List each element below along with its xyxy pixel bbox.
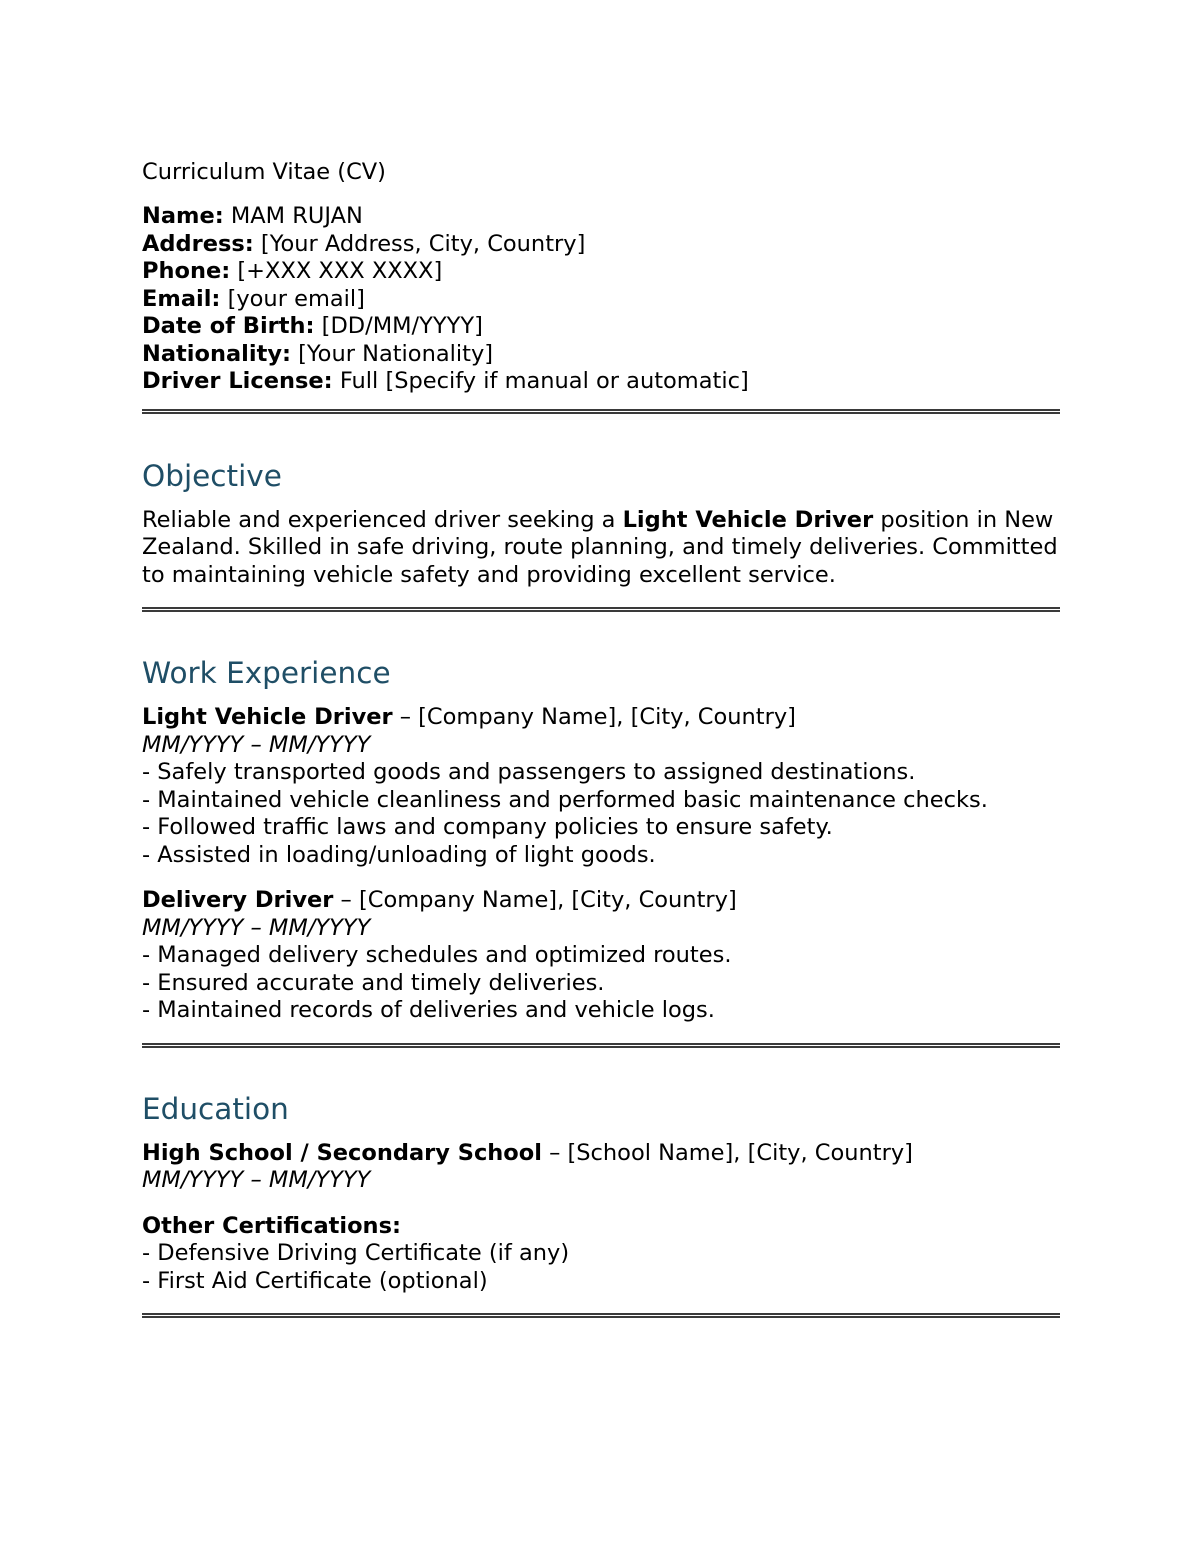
section-divider <box>142 1313 1060 1318</box>
contact-phone <box>142 258 1060 286</box>
job-title-line <box>142 887 1060 915</box>
section-divider <box>142 409 1060 414</box>
job-employer: – [Company Name], [City, Country] <box>392 704 796 730</box>
education-entry <box>142 1140 1060 1195</box>
job-duty: - Maintained records of deliveries and vehicle logs. <box>142 997 715 1023</box>
contact-block <box>142 203 1060 396</box>
job-entry <box>142 887 1060 1025</box>
contact-name <box>142 203 1060 231</box>
contact-value: [Your Nationality] <box>291 340 494 367</box>
certifications-title: Other Certifications: <box>142 1212 401 1239</box>
contact-label: Email: <box>142 285 221 312</box>
job-duty: - Assisted in loading/unloading of light goods. <box>142 841 656 868</box>
objective-text-end: position in New Zealand. Skilled in safe driving, route planning, and timely deliveries. Committed to maintaining vehicle safety and providing excellent service. <box>142 506 1058 588</box>
contact-value: [your email] <box>220 285 365 312</box>
section-divider <box>142 1043 1060 1048</box>
job-duty: - Safely transported goods and passengers to assigned destinations. <box>142 759 916 785</box>
job-duty: - Followed traffic laws and company policies to ensure safety. <box>142 814 833 840</box>
contact-value: Full [Specify if manual or automatic] <box>332 368 749 394</box>
objective-heading: Objective <box>142 458 282 493</box>
contact-label: Date of Birth: <box>142 313 315 339</box>
contact-dob <box>142 313 1060 341</box>
school-title: High School / Secondary School <box>142 1139 542 1166</box>
school-line <box>142 1140 1060 1168</box>
objective-text-start: Reliable and experienced driver seeking a <box>142 506 623 533</box>
contact-driver-license <box>142 368 1060 396</box>
work-experience-heading: Work Experience <box>142 656 391 690</box>
school-dates: MM/YYYY – MM/YYYY <box>142 1167 371 1193</box>
job-duty: - Ensured accurate and timely deliveries. <box>142 969 605 996</box>
certification-item: - First Aid Certificate (optional) <box>142 1267 488 1294</box>
objective-highlight: Light Vehicle Driver <box>622 506 874 533</box>
job-title-line <box>142 704 1060 732</box>
contact-value: MAM RUJAN <box>223 203 363 229</box>
job-entry <box>142 704 1060 869</box>
contact-value: [DD/MM/YYYY] <box>314 313 483 339</box>
education-heading: Education <box>142 1091 289 1126</box>
contact-nationality <box>142 341 1060 369</box>
job-dates: MM/YYYY – MM/YYYY <box>142 914 371 941</box>
contact-label: Address: <box>142 230 254 257</box>
objective-text <box>142 507 1060 590</box>
job-title: Delivery Driver <box>142 887 334 913</box>
section-divider <box>142 607 1060 612</box>
contact-label: Phone: <box>142 258 231 284</box>
job-title: Light Vehicle Driver <box>142 704 393 730</box>
cv-page <box>142 158 1060 1318</box>
job-employer: – [Company Name], [City, Country] <box>333 887 737 913</box>
contact-email <box>142 286 1060 314</box>
contact-address <box>142 231 1060 259</box>
contact-label: Nationality: <box>142 340 291 367</box>
contact-value: [Your Address, City, Country] <box>253 230 586 257</box>
school-detail: – [School Name], [City, Country] <box>541 1139 913 1166</box>
job-dates: MM/YYYY – MM/YYYY <box>142 731 371 758</box>
job-duty: - Managed delivery schedules and optimized routes. <box>142 942 732 968</box>
job-duty: - Maintained vehicle cleanliness and performed basic maintenance checks. <box>142 786 988 813</box>
contact-label: Driver License: <box>142 368 333 394</box>
contact-value: [+XXX XXX XXXX] <box>230 258 443 284</box>
document-title: Curriculum Vitae (CV) <box>142 159 386 185</box>
contact-label: Name: <box>142 203 224 229</box>
certification-item: - Defensive Driving Certificate (if any) <box>142 1240 570 1266</box>
